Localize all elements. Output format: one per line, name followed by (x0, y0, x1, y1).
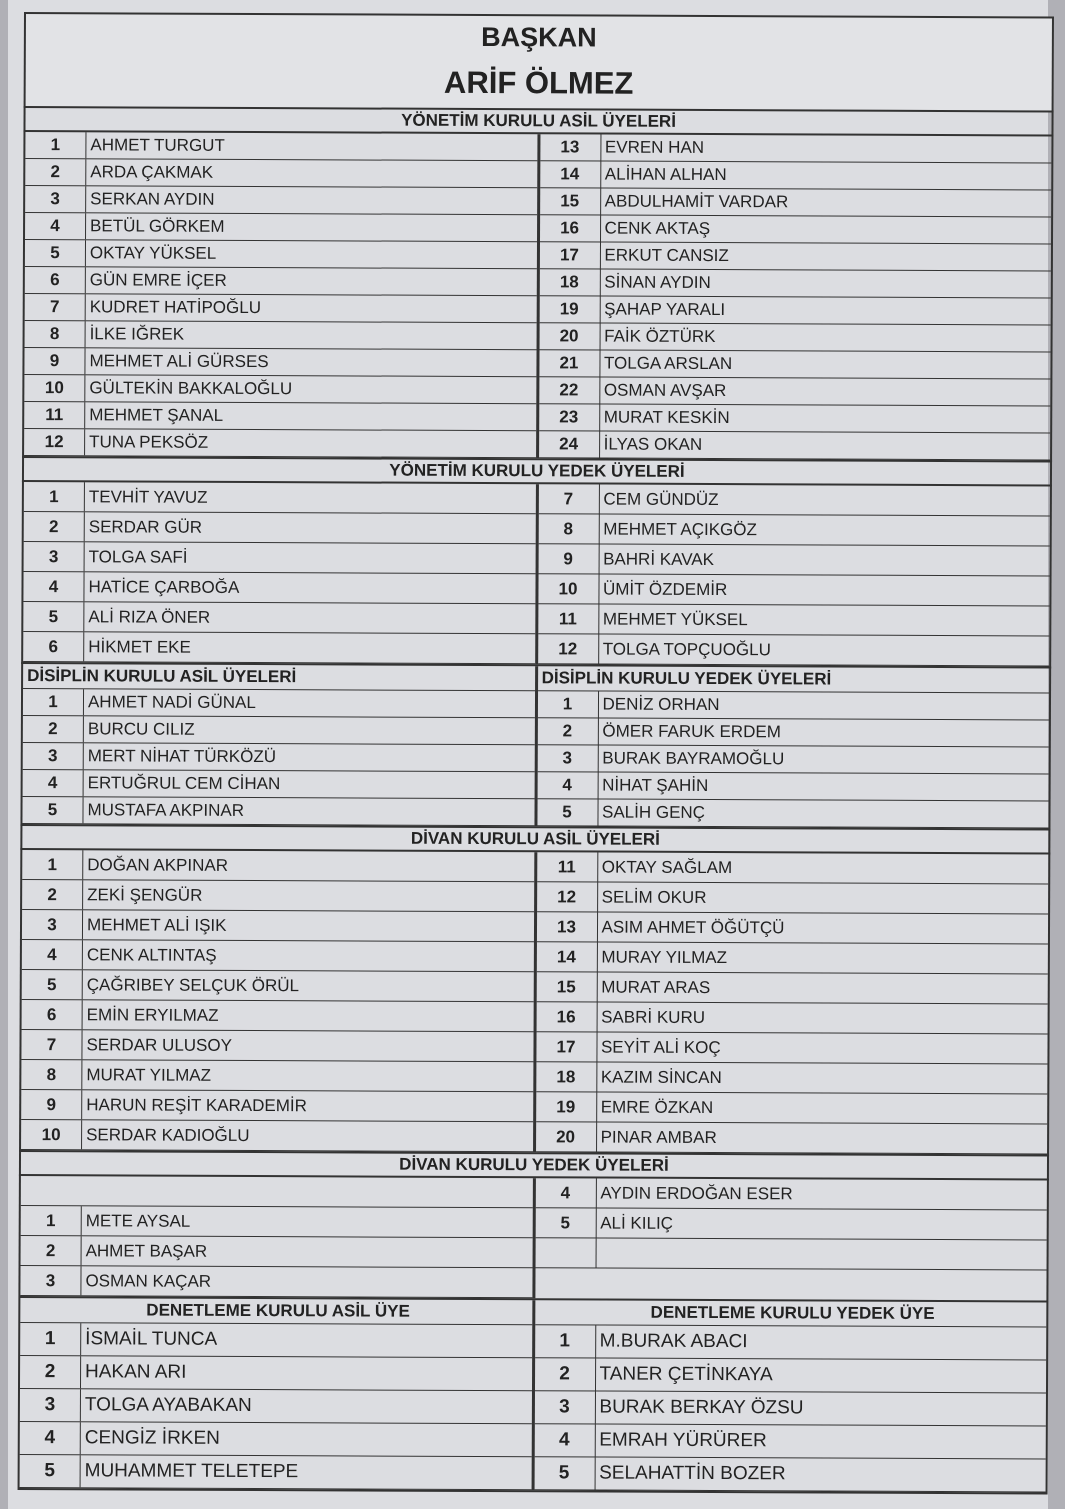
member-number: 21 (539, 350, 600, 376)
president-header (24, 12, 1054, 110)
member-number: 5 (20, 1455, 81, 1487)
member-row (21, 1060, 533, 1092)
member-row (536, 1122, 1048, 1154)
member-row (540, 161, 1052, 190)
member-row (539, 377, 1051, 406)
member-name: BURAK BAYRAMOĞLU (602, 748, 785, 769)
member-row (535, 1325, 1047, 1360)
member-name: BURCU CILIZ (87, 719, 195, 739)
member-row (24, 512, 536, 544)
yk-asil-table (22, 130, 1053, 460)
member-name: AHMET BAŞAR (85, 1241, 208, 1261)
yk-asil-title: YÖNETİM KURULU ASİL ÜYELERİ (23, 106, 1053, 134)
member-row (24, 402, 536, 431)
member-name: ALİ RIZA ÖNER (88, 607, 211, 627)
member-row (538, 514, 1050, 546)
member-number: 14 (536, 942, 597, 971)
member-row (538, 634, 1050, 666)
disiplin-yedek-title: DİSİPLİN KURULU YEDEK ÜYELERİ (538, 666, 1050, 693)
member-row (539, 323, 1051, 352)
member-row (540, 188, 1052, 217)
member-number: 2 (23, 716, 84, 742)
member-name: ERTUĞRUL CEM CİHAN (87, 773, 281, 794)
member-name: OKTAY SAĞLAM (601, 857, 733, 878)
member-number: 2 (24, 512, 85, 541)
member-number: 5 (22, 797, 83, 823)
member-number: 11 (24, 402, 85, 428)
divan-yedek-right-rows (535, 1178, 1047, 1240)
member-row (537, 852, 1049, 884)
member-name: TOLGA AYABAKAN (84, 1394, 252, 1417)
member-number: 2 (21, 1236, 82, 1265)
member-row (23, 572, 535, 604)
member-name: TANER ÇETİNKAYA (599, 1363, 773, 1386)
member-number: 10 (538, 574, 599, 603)
member-name: OKTAY YÜKSEL (89, 243, 217, 263)
disiplin-asil-title: DİSİPLİN KURULU ASİL ÜYELERİ (23, 664, 535, 691)
member-row (534, 1424, 1046, 1459)
member-number: 3 (24, 542, 85, 571)
member-name: SERDAR GÜR (88, 517, 203, 537)
president-name: ARİF ÖLMEZ (443, 64, 634, 101)
member-number: 2 (20, 1356, 81, 1388)
denetleme-asil-title: DENETLEME KURULU ASİL ÜYE (20, 1298, 532, 1325)
member-number: 1 (20, 1323, 81, 1355)
member-row (23, 632, 535, 664)
disiplin-yedek-column (534, 666, 1049, 828)
member-number: 2 (22, 880, 83, 909)
member-number: 8 (538, 514, 599, 543)
denetleme-yedek-rows (534, 1325, 1046, 1492)
member-row (537, 745, 1049, 774)
member-number: 7 (21, 1030, 82, 1059)
member-number: 17 (536, 1032, 597, 1061)
member-number: 4 (534, 1424, 595, 1456)
member-row (536, 1092, 1048, 1124)
member-name: SEYİT ALİ KOÇ (600, 1037, 721, 1058)
member-row (23, 602, 535, 634)
divan-asil-left-column (21, 850, 534, 1152)
member-row (537, 882, 1049, 914)
member-name: ALİ KILIÇ (600, 1213, 674, 1233)
member-name: HATİCE ÇARBOĞA (88, 577, 240, 597)
president-title: BAŞKAN (481, 21, 597, 53)
denetleme-asil-rows (20, 1323, 532, 1490)
member-number: 1 (25, 132, 86, 158)
member-row (25, 294, 537, 323)
member-number: 1 (537, 691, 598, 717)
member-name: MURAT KESKİN (603, 407, 730, 428)
member-name: EMİN ERYILMAZ (86, 1005, 219, 1025)
member-number: 18 (536, 1062, 597, 1091)
divan-yedek-table (18, 1174, 1049, 1300)
member-number: 19 (539, 296, 600, 322)
member-row (22, 850, 534, 882)
member-name: SELİM OKUR (601, 887, 707, 907)
member-name: İSMAİL TUNCA (85, 1328, 218, 1350)
member-number: 3 (25, 186, 86, 212)
member-name: KAZIM SİNCAN (600, 1067, 722, 1088)
member-row (536, 912, 1048, 944)
disiplin-yedek-rows (537, 691, 1049, 828)
member-number: 10 (21, 1120, 82, 1149)
member-row (24, 375, 536, 404)
member-row (25, 240, 537, 269)
member-number: 4 (25, 213, 86, 239)
member-number: 4 (20, 1422, 81, 1454)
member-row (534, 1391, 1046, 1426)
member-number: 13 (540, 134, 601, 160)
member-number: 14 (540, 161, 601, 187)
divan-asil-right-column (533, 852, 1049, 1154)
member-row (24, 542, 536, 574)
member-number: 19 (536, 1092, 597, 1121)
member-row (25, 267, 537, 296)
member-name: ÖMER FARUK ERDEM (602, 721, 781, 742)
member-name: SABRİ KURU (601, 1007, 706, 1027)
member-name: CENK ALTINTAŞ (86, 945, 217, 965)
divan-yedek-left-rows (20, 1206, 532, 1298)
member-name: TOLGA SAFİ (88, 547, 188, 567)
member-name: KUDRET HATİPOĞLU (89, 297, 262, 318)
member-row (22, 880, 534, 912)
member-name: HİKMET EKE (88, 637, 191, 657)
denetleme-asil-column (20, 1298, 532, 1490)
member-name: OSMAN AVŞAR (603, 380, 727, 401)
member-row (20, 1356, 532, 1391)
member-row (25, 213, 537, 242)
member-number: 9 (538, 544, 599, 573)
member-number: 8 (21, 1060, 82, 1089)
member-number: 16 (540, 215, 601, 241)
member-name: TOLGA TOPÇUOĞLU (602, 639, 771, 660)
member-number: 3 (22, 910, 83, 939)
member-number: 1 (23, 689, 84, 715)
member-number: 1 (535, 1325, 596, 1357)
member-row (21, 1206, 533, 1238)
member-row (23, 743, 535, 772)
member-name: EMRE ÖZKAN (600, 1097, 714, 1118)
member-number: 6 (23, 632, 84, 661)
yk-asil-right-column (536, 134, 1052, 460)
member-row (537, 718, 1049, 747)
member-number: 6 (22, 1000, 83, 1029)
member-name: DOĞAN AKPINAR (87, 855, 229, 875)
member-number: 12 (24, 429, 85, 455)
member-row (20, 1323, 532, 1358)
member-name: MEHMET ŞANAL (89, 405, 224, 425)
member-name: AHMET NADİ GÜNAL (87, 692, 256, 713)
member-row (539, 269, 1051, 298)
member-number: 18 (539, 269, 600, 295)
member-number: 20 (539, 323, 600, 349)
member-row (537, 772, 1049, 801)
member-row (25, 186, 537, 215)
member-row (25, 159, 537, 188)
member-row (537, 691, 1049, 720)
member-name: ABDULHAMİT VARDAR (604, 191, 789, 212)
member-row (21, 1090, 533, 1122)
member-name: HAKAN ARI (85, 1361, 187, 1383)
member-name: MUHAMMET TELETEPE (84, 1460, 299, 1483)
member-row (539, 296, 1051, 325)
member-row (20, 1389, 532, 1424)
denetleme-yedek-title: DENETLEME KURULU YEDEK ÜYE (535, 1300, 1047, 1327)
member-row (21, 1120, 533, 1152)
member-number: 11 (538, 604, 599, 633)
member-number: 5 (25, 240, 86, 266)
member-number: 1 (22, 850, 83, 879)
member-name: SİNAN AYDIN (604, 272, 711, 292)
disiplin-asil-rows (22, 689, 534, 826)
member-name: TUNA PEKSÖZ (89, 432, 209, 452)
member-row (539, 242, 1051, 271)
denetleme-yedek-column (531, 1300, 1046, 1492)
member-number: 11 (537, 852, 598, 881)
member-row (535, 1178, 1047, 1210)
member-number: 5 (23, 602, 84, 631)
member-number: 5 (537, 799, 598, 825)
member-number: 3 (20, 1266, 81, 1295)
member-row (540, 134, 1052, 163)
member-name: İLYAS OKAN (603, 434, 703, 454)
divan-yedek-right-column (532, 1178, 1047, 1300)
member-name: FAİK ÖZTÜRK (604, 326, 716, 347)
member-row (535, 1208, 1047, 1240)
denetleme-table (18, 1296, 1049, 1494)
member-number: 4 (22, 940, 83, 969)
member-row (539, 431, 1051, 460)
divan-yedek-title: DİVAN KURULU YEDEK ÜYELERİ (19, 1150, 1049, 1178)
member-number: 16 (536, 1002, 597, 1031)
member-name: ALİHAN ALHAN (604, 164, 727, 185)
member-row (538, 484, 1050, 516)
member-row (538, 544, 1050, 576)
member-number: 12 (537, 882, 598, 911)
member-number: 24 (539, 431, 600, 457)
member-row (23, 716, 535, 745)
member-row (22, 797, 534, 826)
member-name: ASIM AHMET ÖĞÜTÇÜ (601, 917, 785, 938)
member-list-document (18, 12, 1054, 1494)
member-name: ZEKİ ŞENGÜR (87, 885, 203, 905)
member-number: 3 (23, 743, 84, 769)
member-number: 6 (25, 267, 86, 293)
member-name: SERDAR ULUSOY (86, 1035, 233, 1055)
member-number: 2 (537, 718, 598, 744)
member-name: GÜN EMRE İÇER (89, 270, 227, 290)
member-number: 2 (534, 1358, 595, 1390)
member-number: 20 (536, 1122, 597, 1151)
member-name: MEHMET AÇIKGÖZ (603, 519, 757, 540)
member-name: DENİZ ORHAN (602, 694, 720, 715)
yk-yedek-title: YÖNETİM KURULU YEDEK ÜYELERİ (22, 456, 1052, 484)
member-name: CENGİZ İRKEN (84, 1427, 220, 1449)
member-row (24, 429, 536, 458)
member-name: MURAT YILMAZ (86, 1065, 212, 1085)
yk-yedek-table (21, 480, 1052, 666)
member-number: 3 (537, 745, 598, 771)
member-name: MERT NİHAT TÜRKÖZÜ (87, 746, 277, 767)
member-name: PINAR AMBAR (600, 1127, 717, 1148)
member-name: BURAK BERKAY ÖZSU (599, 1396, 804, 1419)
member-row (538, 604, 1050, 636)
member-number: 2 (25, 159, 86, 185)
member-number: 8 (25, 321, 86, 347)
member-row (20, 1266, 532, 1298)
member-number: 5 (22, 970, 83, 999)
member-number: 3 (20, 1389, 81, 1421)
member-name: TOLGA ARSLAN (603, 353, 733, 374)
member-row (23, 689, 535, 718)
member-number: 5 (534, 1457, 595, 1489)
member-number: 7 (25, 294, 86, 320)
member-name: METE AYSAL (85, 1211, 191, 1231)
yk-yedek-right-column (535, 484, 1050, 666)
member-name: ÇAĞRIBEY SELÇUK ÖRÜL (86, 975, 300, 996)
member-number: 4 (535, 1178, 596, 1207)
member-name: NİHAT ŞAHİN (602, 775, 709, 795)
member-number: 22 (539, 377, 600, 403)
member-name: AYDIN ERDOĞAN ESER (600, 1183, 793, 1204)
member-name: M.BURAK ABACI (599, 1330, 748, 1353)
empty-row (535, 1238, 1047, 1270)
member-name: MEHMET YÜKSEL (602, 609, 748, 630)
member-number: 4 (537, 772, 598, 798)
divan-asil-table (19, 848, 1050, 1154)
member-number: 15 (536, 972, 597, 1001)
member-number: 17 (539, 242, 600, 268)
member-name: AHMET TURGUT (90, 135, 225, 155)
empty-row (21, 1176, 533, 1208)
member-name: MURAT ARAS (601, 977, 711, 998)
member-name: SERKAN AYDIN (90, 189, 215, 209)
divan-yedek-left-column (20, 1176, 532, 1298)
member-number: 12 (538, 634, 599, 663)
member-row (536, 1062, 1048, 1094)
member-number: 15 (540, 188, 601, 214)
member-row (536, 1002, 1048, 1034)
member-name: MUSTAFA AKPINAR (87, 800, 245, 820)
member-row (25, 132, 537, 161)
member-row (22, 910, 534, 942)
member-row (536, 1032, 1048, 1064)
member-number: 1 (24, 482, 85, 511)
member-number: 5 (535, 1208, 596, 1237)
member-row (539, 404, 1051, 433)
member-name: CEM GÜNDÜZ (603, 489, 719, 510)
member-name: HARUN REŞİT KARADEMİR (86, 1095, 307, 1116)
member-name: EMRAH YÜRÜRER (599, 1429, 767, 1452)
member-name: BAHRİ KAVAK (603, 549, 715, 570)
member-row (25, 321, 537, 350)
member-name: ÜMİT ÖZDEMİR (602, 579, 728, 600)
member-name: TEVHİT YAVUZ (88, 487, 208, 507)
yk-asil-left-column (24, 132, 537, 458)
disiplin-table (20, 662, 1051, 828)
member-number: 10 (24, 375, 85, 401)
member-number: 7 (538, 484, 599, 513)
member-row (21, 1030, 533, 1062)
member-name: İLKE IĞREK (89, 324, 185, 344)
member-row (20, 1455, 532, 1490)
member-row (534, 1457, 1046, 1492)
member-row (540, 215, 1052, 244)
member-name: ŞAHAP YARALI (604, 299, 726, 320)
member-row (539, 350, 1051, 379)
member-row (22, 1000, 534, 1032)
member-name: ARDA ÇAKMAK (90, 162, 214, 182)
member-name: CENK AKTAŞ (604, 218, 711, 238)
member-row (20, 1422, 532, 1457)
member-number: 4 (23, 572, 84, 601)
member-number: 4 (23, 770, 84, 796)
member-name: OSMAN KAÇAR (85, 1271, 212, 1291)
paper-sheet (8, 0, 1048, 1509)
member-name: MEHMET ALİ GÜRSES (89, 351, 269, 372)
member-name: SALİH GENÇ (601, 802, 706, 822)
divan-asil-title: DİVAN KURULU ASİL ÜYELERİ (20, 824, 1050, 852)
member-number: 13 (536, 912, 597, 941)
member-row (538, 574, 1050, 606)
member-row (23, 770, 535, 799)
member-row (537, 799, 1049, 828)
member-name: MURAY YILMAZ (601, 947, 728, 968)
member-row (24, 482, 536, 514)
member-name: MEHMET ALİ IŞIK (86, 915, 227, 935)
member-row (534, 1358, 1046, 1393)
member-name: SELAHATTİN BOZER (599, 1462, 786, 1485)
member-row (24, 348, 536, 377)
member-name: EVREN HAN (604, 137, 705, 157)
member-number: 23 (539, 404, 600, 430)
member-number: 9 (21, 1090, 82, 1119)
member-name: BETÜL GÖRKEM (90, 216, 225, 236)
member-name: SERDAR KADIOĞLU (86, 1125, 250, 1145)
member-number: 3 (534, 1391, 595, 1423)
member-number: 1 (21, 1206, 82, 1235)
member-row (22, 940, 534, 972)
member-name: GÜLTEKİN BAKKALOĞLU (89, 378, 293, 399)
member-name: ERKUT CANSIZ (604, 245, 729, 266)
member-row (21, 1236, 533, 1268)
member-number: 9 (24, 348, 85, 374)
member-row (22, 970, 534, 1002)
yk-yedek-left-column (23, 482, 535, 664)
member-row (536, 942, 1048, 974)
disiplin-asil-column (22, 664, 534, 826)
member-row (536, 972, 1048, 1004)
